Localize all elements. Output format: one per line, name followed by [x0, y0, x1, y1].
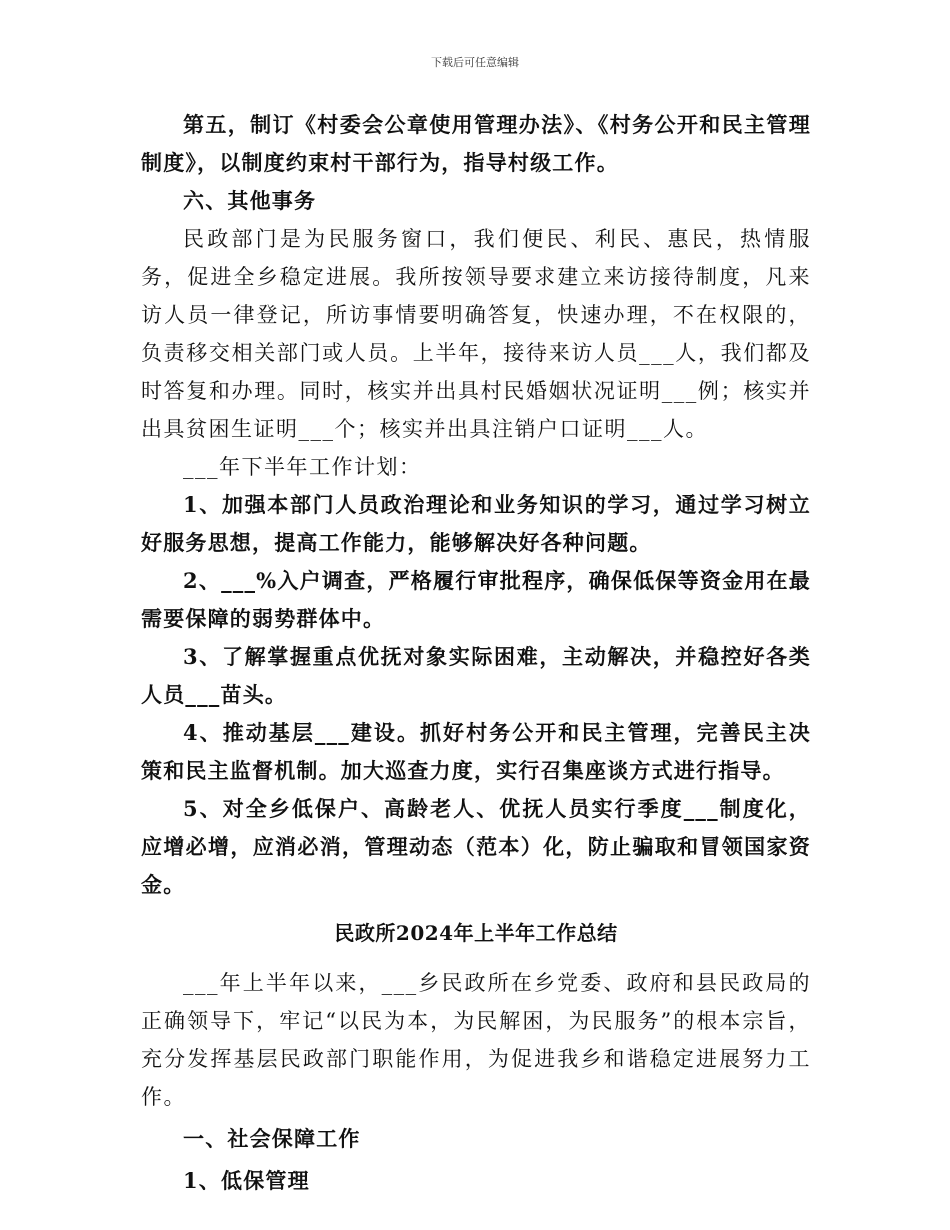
subsection-low-income: 1、低保管理 — [183, 1168, 310, 1193]
plan-item-5: 5、对全乡低保户、高龄老人、优抚人员实行季度___制度化，应增必增，应消必消，管理动态（范本）化，防止骗取和冒领国家资金。 — [141, 796, 811, 897]
document-title: 民政所2024年上半年工作总结 — [334, 921, 618, 945]
plan-item-3: 3、了解掌握重点优抚对象实际困难，主动解决，并稳控好各类人员___苗头。 — [141, 644, 811, 707]
heading-other-affairs: 六、其他事务 — [183, 188, 317, 213]
paragraph-intro: ___年上半年以来，___乡民政所在乡党委、政府和县民政局的正确领导下，牢记“以民为本，为民解困，为民服务”的根本宗旨，充分发挥基层民政部门职能作用，为促进我乡和谐稳定进展努力工作。 — [141, 971, 811, 1109]
plan-item-4: 4、推动基层___建设。抓好村务公开和民主管理，完善民主决策和民主监督机制。加大巡查力度，实行召集座谈方式进行指导。 — [141, 720, 811, 783]
plan-item-1: 1、加强本部门人员政治理论和业务知识的学习，通过学习树立好服务思想，提高工作能力，能够解决好各种问题。 — [141, 492, 811, 555]
section-social-security: 一、社会保障工作 — [183, 1126, 361, 1151]
document-body — [141, 106, 811, 1200]
plan-heading: ___年下半年工作计划： — [183, 455, 422, 479]
page-header: 下载后可任意编辑 — [431, 56, 519, 69]
paragraph-service-window: 民政部门是为民服务窗口，我们便民、利民、惠民，热情服务，促进全乡稳定进展。我所按领导要求建立来访接待制度，凡来访人员一律登记，所访事情要明确答复，快速办理，不在权限的，负责移交相关部门或人员。上半年，接待来访人员___人，我们都及时答复和办理。同时，核实并出具村民婚姻状况证明___例；核实并出具贫困生证明___个；核实并出具注销户口证明___人。 — [141, 227, 811, 441]
paragraph-regulations: 第五，制订《村委会公章使用管理办法》、《村务公开和民主管理制度》，以制度约束村干部行为，指导村级工作。 — [141, 112, 811, 175]
plan-item-2: 2、___%入户调查，严格履行审批程序，确保低保等资金用在最需要保障的弱势群体中。 — [141, 568, 811, 631]
